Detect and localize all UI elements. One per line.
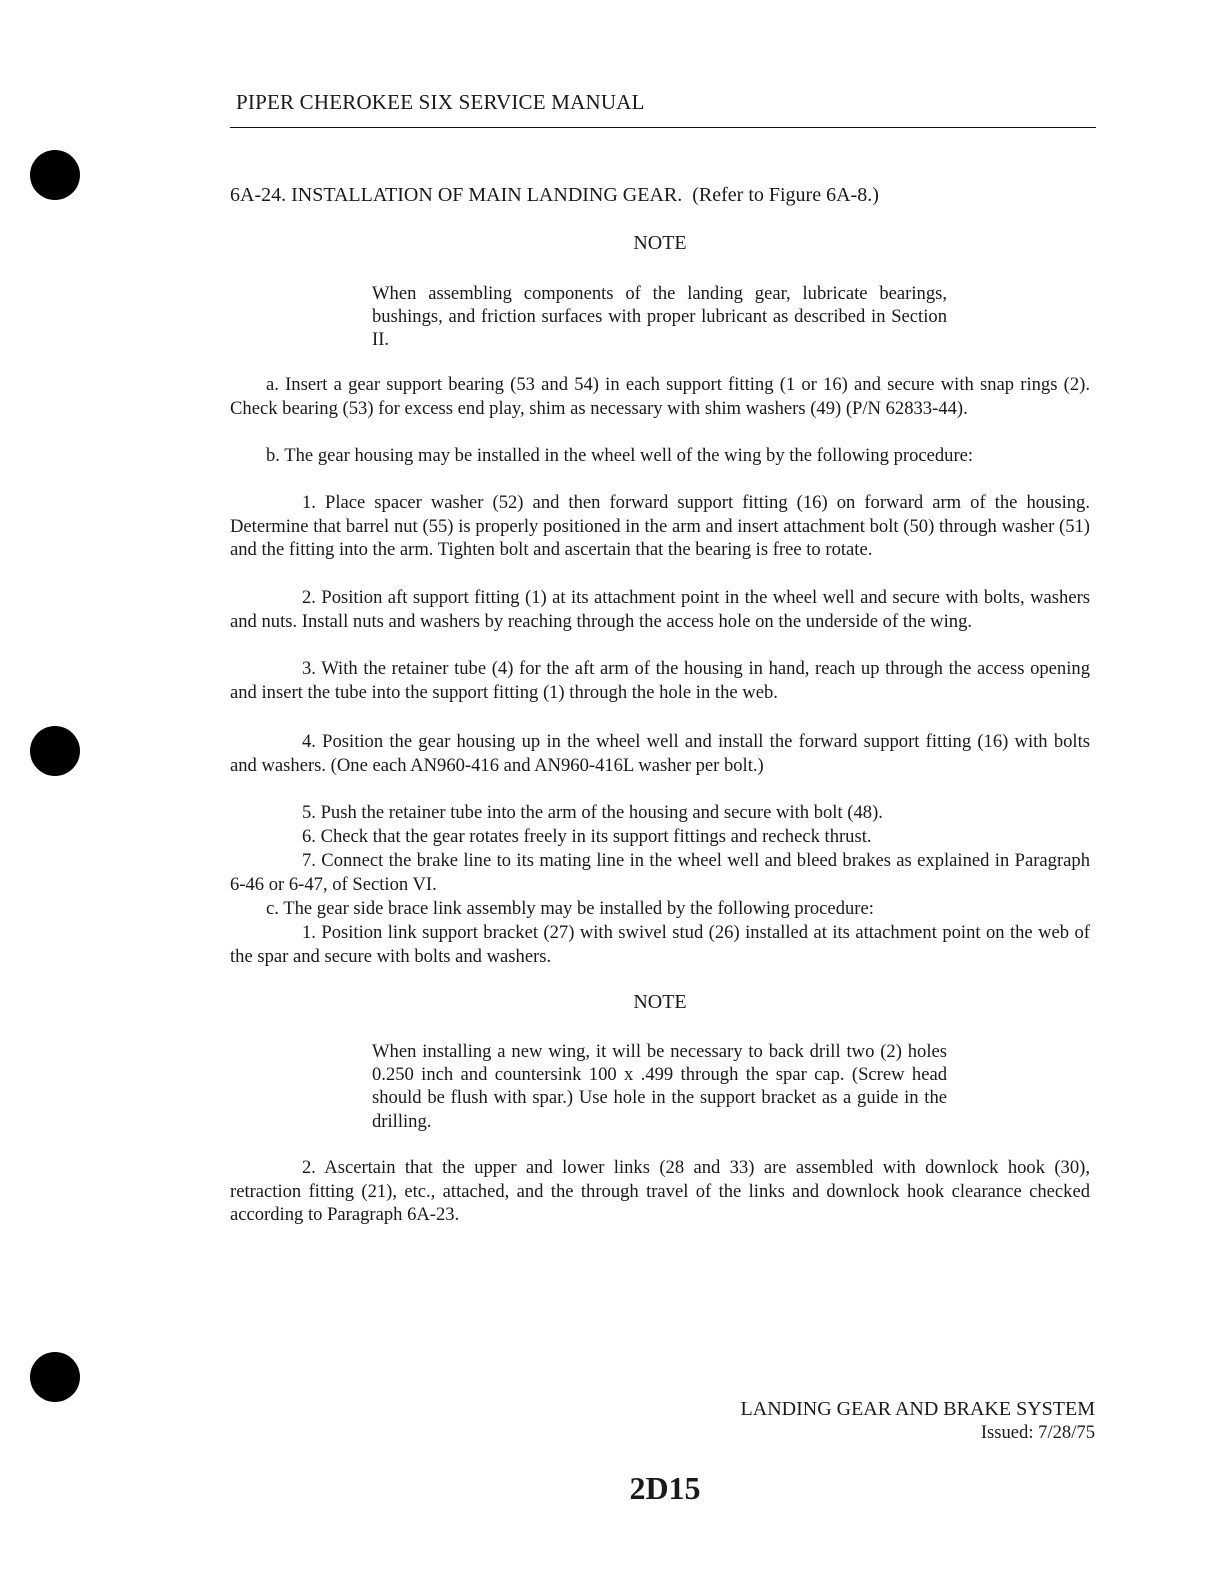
footer-issued-date: Issued: 7/28/75 (980, 1422, 1095, 1443)
binder-hole (30, 1352, 80, 1402)
footer-section-title: LANDING GEAR AND BRAKE SYSTEM (740, 1398, 1095, 1420)
figure-reference: (Refer to Figure 6A-8.) (692, 184, 879, 206)
step-b5: 5. Push the retainer tube into the arm of the housing and secure with bolt (48). (302, 802, 883, 823)
note-text: When installing a new wing, it will be necessary to back drill two (2) holes 0.250 inch and countersink 100 x .499 through the spar cap. (Screw head should be flush with spar.) Use hole in the support bracket as a guide in the drilling. (372, 1041, 947, 1132)
binder-hole (30, 150, 80, 200)
page-code: 2D15 (629, 1470, 701, 1506)
step-b3: 3. With the retainer tube (4) for the aft arm of the housing in hand, reach up through the access opening and insert the tube into the support fitting (1) through the hole in the web. (230, 658, 1090, 703)
step-a: a. Insert a gear support bearing (53 and 54) in each support fitting (1 or 16) and secure with snap rings (2). Check bearing (53) for excess end play, shim as necessary with shim washers (49) (P/N 62833-44). (230, 374, 1090, 419)
page-header-title: PIPER CHEROKEE SIX SERVICE MANUAL (236, 90, 645, 114)
section-heading (230, 184, 879, 207)
step-b4: 4. Position the gear housing up in the wheel well and install the forward support fitting (16) with bolts and washers. (One each AN960-416 and AN960-416L washer per bolt.) (230, 731, 1090, 776)
header-rule (230, 127, 1096, 128)
note-title: NOTE (633, 232, 687, 254)
step-c2: 2. Ascertain that the upper and lower links (28 and 33) are assembled with downlock hook (30), retraction fitting (21), etc., attached, and the through travel of the links and downlock hook clearance checked according to Paragraph 6A-23. (230, 1157, 1090, 1226)
note-text: When assembling components of the landing gear, lubricate bearings, bushings, and friction surfaces with proper lubricant as described in Section II. (372, 283, 947, 351)
step-c: c. The gear side brace link assembly may be installed by the following procedure: (266, 898, 874, 919)
binder-hole (30, 726, 80, 776)
step-b6: 6. Check that the gear rotates freely in its support fittings and recheck thrust. (302, 826, 872, 847)
step-b1: 1. Place spacer washer (52) and then forward support fitting (16) on forward arm of the housing. Determine that barrel nut (55) is properly positioned in the arm and insert attachment bolt (50) through washer (51) and the fitting into the arm. Tighten bolt and ascertain that the bearing is free to rotate. (230, 492, 1090, 561)
step-b7: 7. Connect the brake line to its mating line in the wheel well and bleed brakes as explained in Paragraph 6-46 or 6-47, of Section VI. (230, 850, 1090, 895)
section-heading-text: 6A-24. INSTALLATION OF MAIN LANDING GEAR. (230, 184, 683, 206)
note-title: NOTE (633, 991, 687, 1013)
step-b2: 2. Position aft support fitting (1) at its attachment point in the wheel well and secure with bolts, washers and nuts. Install nuts and washers by reaching through the access hole on the underside of the wing. (230, 587, 1090, 632)
step-b: b. The gear housing may be installed in the wheel well of the wing by the following procedure: (266, 445, 974, 466)
step-c1: 1. Position link support bracket (27) with swivel stud (26) installed at its attachment point on the web of the spar and secure with bolts and washers. (230, 922, 1090, 967)
